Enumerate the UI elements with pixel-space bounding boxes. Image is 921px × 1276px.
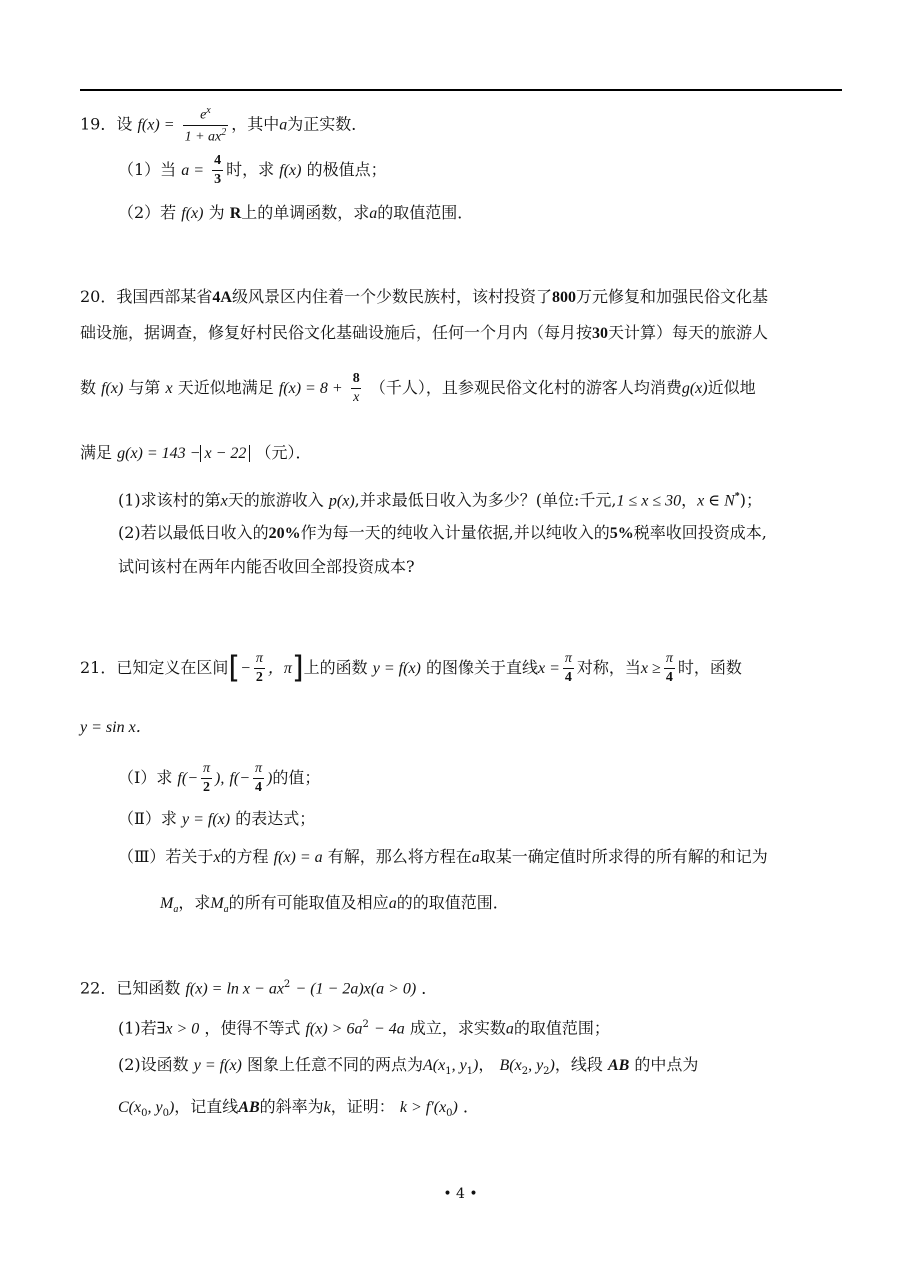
- text: ，: [681, 490, 698, 510]
- math: , y: [147, 1099, 163, 1116]
- fraction: [212, 154, 223, 187]
- fraction: [183, 106, 229, 144]
- text: 天近似地满足: [177, 378, 274, 397]
- problem-22-part-2-cont: [118, 1096, 479, 1125]
- text: ，使得不等式: [204, 1018, 301, 1038]
- math: x ∈ N: [697, 492, 735, 510]
- math: AB: [238, 1099, 260, 1116]
- problem-21-part-3: [118, 846, 768, 869]
- sub: 1: [445, 1066, 452, 1078]
- denominator: 2: [203, 780, 210, 795]
- math: f(x): [101, 380, 124, 397]
- text: 的方程: [220, 847, 269, 866]
- text: 础设施，据调查，修复好村民俗文化基础设施后，任何一个月内（每月按: [80, 323, 593, 342]
- text: 上的函数: [303, 658, 368, 677]
- math: ): [549, 1057, 555, 1074]
- sub: 2: [543, 1066, 550, 1078]
- math: x ≥: [640, 660, 661, 677]
- problem-number: 19．: [80, 114, 117, 134]
- math: a =: [181, 162, 205, 179]
- numerator: π: [255, 761, 263, 776]
- problem-19-part-1: [118, 154, 387, 187]
- math: 1 + ax: [184, 129, 222, 145]
- text: 税率收回投资成本,: [633, 523, 767, 542]
- math: x: [165, 380, 173, 397]
- sub: 0: [162, 1108, 169, 1120]
- sup: x: [206, 105, 211, 116]
- math: k: [323, 1099, 331, 1116]
- text: 数: [80, 378, 97, 397]
- text: ，记直线: [174, 1097, 239, 1116]
- numerator: π: [564, 651, 572, 666]
- numerator: π: [203, 761, 211, 776]
- sup: 2: [362, 1019, 369, 1030]
- math: y = f(x): [372, 660, 421, 677]
- problem-21-part-3-cont: [160, 892, 509, 921]
- text: 天的旅游收入: [227, 490, 324, 510]
- math: a: [471, 849, 480, 866]
- math: M: [210, 895, 224, 912]
- denominator: 4: [255, 780, 263, 795]
- problem-22-line-1: [80, 974, 437, 1000]
- math: A(x: [422, 1057, 446, 1074]
- math: ),: [215, 770, 225, 787]
- math: C(x: [118, 1099, 142, 1116]
- text: 取某一确定值时所求得的所有解的和记为: [479, 847, 768, 866]
- sub: 0: [446, 1108, 453, 1120]
- text: 的中点为: [634, 1055, 699, 1074]
- math: a: [505, 1020, 514, 1038]
- text: ，线段: [554, 1055, 603, 1074]
- math: M: [160, 895, 174, 912]
- problem-21-part-1: [118, 762, 320, 795]
- text: 天计算）每天的旅游人: [608, 323, 769, 342]
- math: a: [369, 205, 378, 222]
- text: 设: [116, 114, 133, 134]
- text: 30: [592, 325, 609, 342]
- math: g(x): [681, 380, 708, 397]
- math: − 4a: [373, 1020, 405, 1038]
- numerator: π: [255, 651, 263, 666]
- right-bracket: ]: [291, 650, 304, 686]
- sub: 2: [521, 1066, 529, 1078]
- problem-20-part-2: [118, 522, 767, 545]
- problem-20-line-4: [80, 442, 311, 465]
- text: )；: [739, 490, 763, 510]
- math: ): [267, 770, 273, 787]
- math-absolute: x − 22: [200, 445, 250, 462]
- text: 的取值范围．: [377, 203, 474, 222]
- sup: 2: [221, 126, 227, 138]
- math: , y: [528, 1057, 544, 1074]
- math: x: [220, 492, 228, 510]
- math: x: [213, 849, 221, 866]
- text: 800: [551, 289, 576, 306]
- text: 22．已知函数: [80, 978, 181, 998]
- text: 的极值点；: [306, 160, 387, 179]
- problem-20-line-3: [80, 372, 756, 405]
- text: 万元修复和加强民俗文化基: [575, 287, 768, 306]
- text: （Ⅲ）若关于: [118, 847, 214, 866]
- text: ,并求最低日收入为多少？(单位:千元,: [354, 490, 617, 510]
- text: （Ⅱ）求: [118, 809, 177, 828]
- text: 20．我国西部某省: [80, 287, 213, 306]
- fraction: [254, 652, 265, 685]
- text: 图象上任意不同的两点为: [246, 1055, 423, 1074]
- fraction: [201, 762, 212, 795]
- math: f(x) = 8 +: [278, 380, 343, 397]
- numerator: 4: [214, 153, 222, 168]
- math: a: [388, 895, 397, 912]
- denominator: 2: [255, 670, 263, 685]
- math: ): [168, 1099, 175, 1116]
- text: 的值；: [272, 768, 321, 787]
- math: f(−: [229, 770, 251, 787]
- math: AB: [607, 1057, 630, 1074]
- math: g(x) = 143 −: [117, 445, 201, 462]
- math: ∃x > 0: [156, 1020, 200, 1038]
- problem-21-line-2: [80, 716, 152, 739]
- problem-21-part-2: [118, 808, 315, 831]
- math: f(x) > 6a: [305, 1020, 363, 1038]
- math: p(x): [328, 492, 355, 510]
- text: ，证明：: [330, 1097, 395, 1116]
- sup: 2: [283, 979, 291, 990]
- text: 级风景区内住着一个少数民族村，该村投资了: [231, 287, 552, 306]
- text: 的图像关于直线: [425, 658, 538, 677]
- text: ，其中: [231, 114, 280, 134]
- text: （1）当: [118, 160, 177, 179]
- math: y = f(x): [193, 1057, 242, 1074]
- text: 4A: [212, 289, 232, 306]
- sub: a: [173, 904, 179, 916]
- math: f(x) =: [137, 116, 175, 134]
- numerator: 8: [352, 371, 360, 386]
- text: 21．已知定义在区间: [80, 658, 229, 677]
- problem-20-line-1: [80, 286, 768, 309]
- text: （Ⅰ）求: [118, 768, 173, 787]
- math: ，π: [267, 660, 292, 677]
- math: f(x) = ln x − ax: [185, 980, 284, 998]
- text: （2）若: [118, 203, 177, 222]
- problem-20-part-1: [118, 486, 762, 512]
- text: 为: [208, 203, 225, 222]
- left-bracket: [: [228, 650, 241, 686]
- text: 20%: [268, 525, 301, 542]
- text: 上的单调函数，求: [241, 203, 370, 222]
- text: （千人），且参观民俗文化村的游客人均消费: [369, 378, 682, 397]
- sub: 1: [466, 1066, 474, 1078]
- math: e: [200, 107, 207, 123]
- fraction: [664, 652, 675, 685]
- math: y = sin x．: [80, 719, 152, 736]
- problem-22-part-2: [118, 1054, 698, 1083]
- math: y = f(x): [181, 811, 231, 828]
- math: a: [279, 116, 288, 134]
- math: B(x: [499, 1057, 522, 1074]
- math: f(x) = a: [273, 849, 323, 866]
- page-number: • 4 •: [443, 1186, 478, 1202]
- denominator: [183, 125, 229, 145]
- text: 的斜率为: [259, 1097, 324, 1116]
- denominator: x: [353, 390, 360, 405]
- denominator: 4: [665, 670, 673, 685]
- text: 5%: [609, 525, 634, 542]
- text: ．: [421, 978, 438, 998]
- text: ，求: [178, 893, 211, 912]
- denominator: 3: [214, 172, 222, 187]
- fraction: [563, 652, 574, 685]
- problem-19-part-2: [118, 202, 473, 225]
- text: (1)求该村的第: [118, 490, 221, 510]
- math: −: [240, 660, 251, 677]
- text: ．: [462, 1097, 479, 1116]
- math: f(x): [279, 162, 302, 179]
- math: k > f′(x: [399, 1099, 447, 1116]
- problem-21-line-1: [80, 652, 742, 685]
- text: 的的取值范围．: [396, 893, 509, 912]
- problem-20-part-2-cont: [118, 556, 415, 578]
- text: 时，求: [226, 160, 275, 179]
- fraction: [253, 762, 264, 795]
- text: 满足: [80, 443, 113, 462]
- top-rule: [80, 89, 842, 91]
- text: (2)若以最低日收入的: [118, 523, 269, 542]
- numerator: π: [665, 651, 673, 666]
- denominator: 4: [564, 670, 572, 685]
- math: R: [229, 205, 242, 222]
- text: 有解，那么将方程在: [327, 847, 472, 866]
- text: (2)设函数: [118, 1055, 189, 1074]
- text: 的取值范围；: [513, 1018, 610, 1038]
- text: 近似地: [707, 378, 756, 397]
- math: − (1 − 2a)x(a > 0): [295, 980, 417, 998]
- text: 为正实数．: [287, 114, 368, 134]
- text: (1)若: [118, 1018, 157, 1038]
- text: 的所有可能取值及相应: [228, 893, 389, 912]
- fraction: [351, 372, 362, 405]
- math: , y: [451, 1057, 467, 1074]
- sub: a: [223, 904, 229, 916]
- math: x =: [537, 660, 560, 677]
- text: 作为每一天的纯收入计量依据,并以纯收入的: [300, 523, 610, 542]
- sup: *: [734, 491, 740, 502]
- text: 试问该村在两年内能否收回全部投资成本?: [118, 557, 415, 576]
- text: （元）．: [255, 443, 312, 462]
- math: f(x): [181, 205, 204, 222]
- math: f(−: [177, 770, 198, 787]
- math: ): [473, 1057, 479, 1074]
- text: 成立，求实数: [409, 1018, 506, 1038]
- math: 1 ≤ x ≤ 30: [616, 492, 682, 510]
- problem-22-part-1: [118, 1014, 610, 1040]
- text: 对称，当: [576, 658, 641, 677]
- numerator: [198, 106, 213, 125]
- text: 时，函数: [677, 658, 742, 677]
- problem-19-statement: [80, 106, 367, 144]
- math: ): [452, 1099, 458, 1116]
- problem-20-line-2: [80, 322, 768, 345]
- text: 与第: [128, 378, 161, 397]
- text: 的表达式；: [235, 809, 316, 828]
- sub: 0: [141, 1108, 148, 1120]
- text: ，: [478, 1055, 495, 1074]
